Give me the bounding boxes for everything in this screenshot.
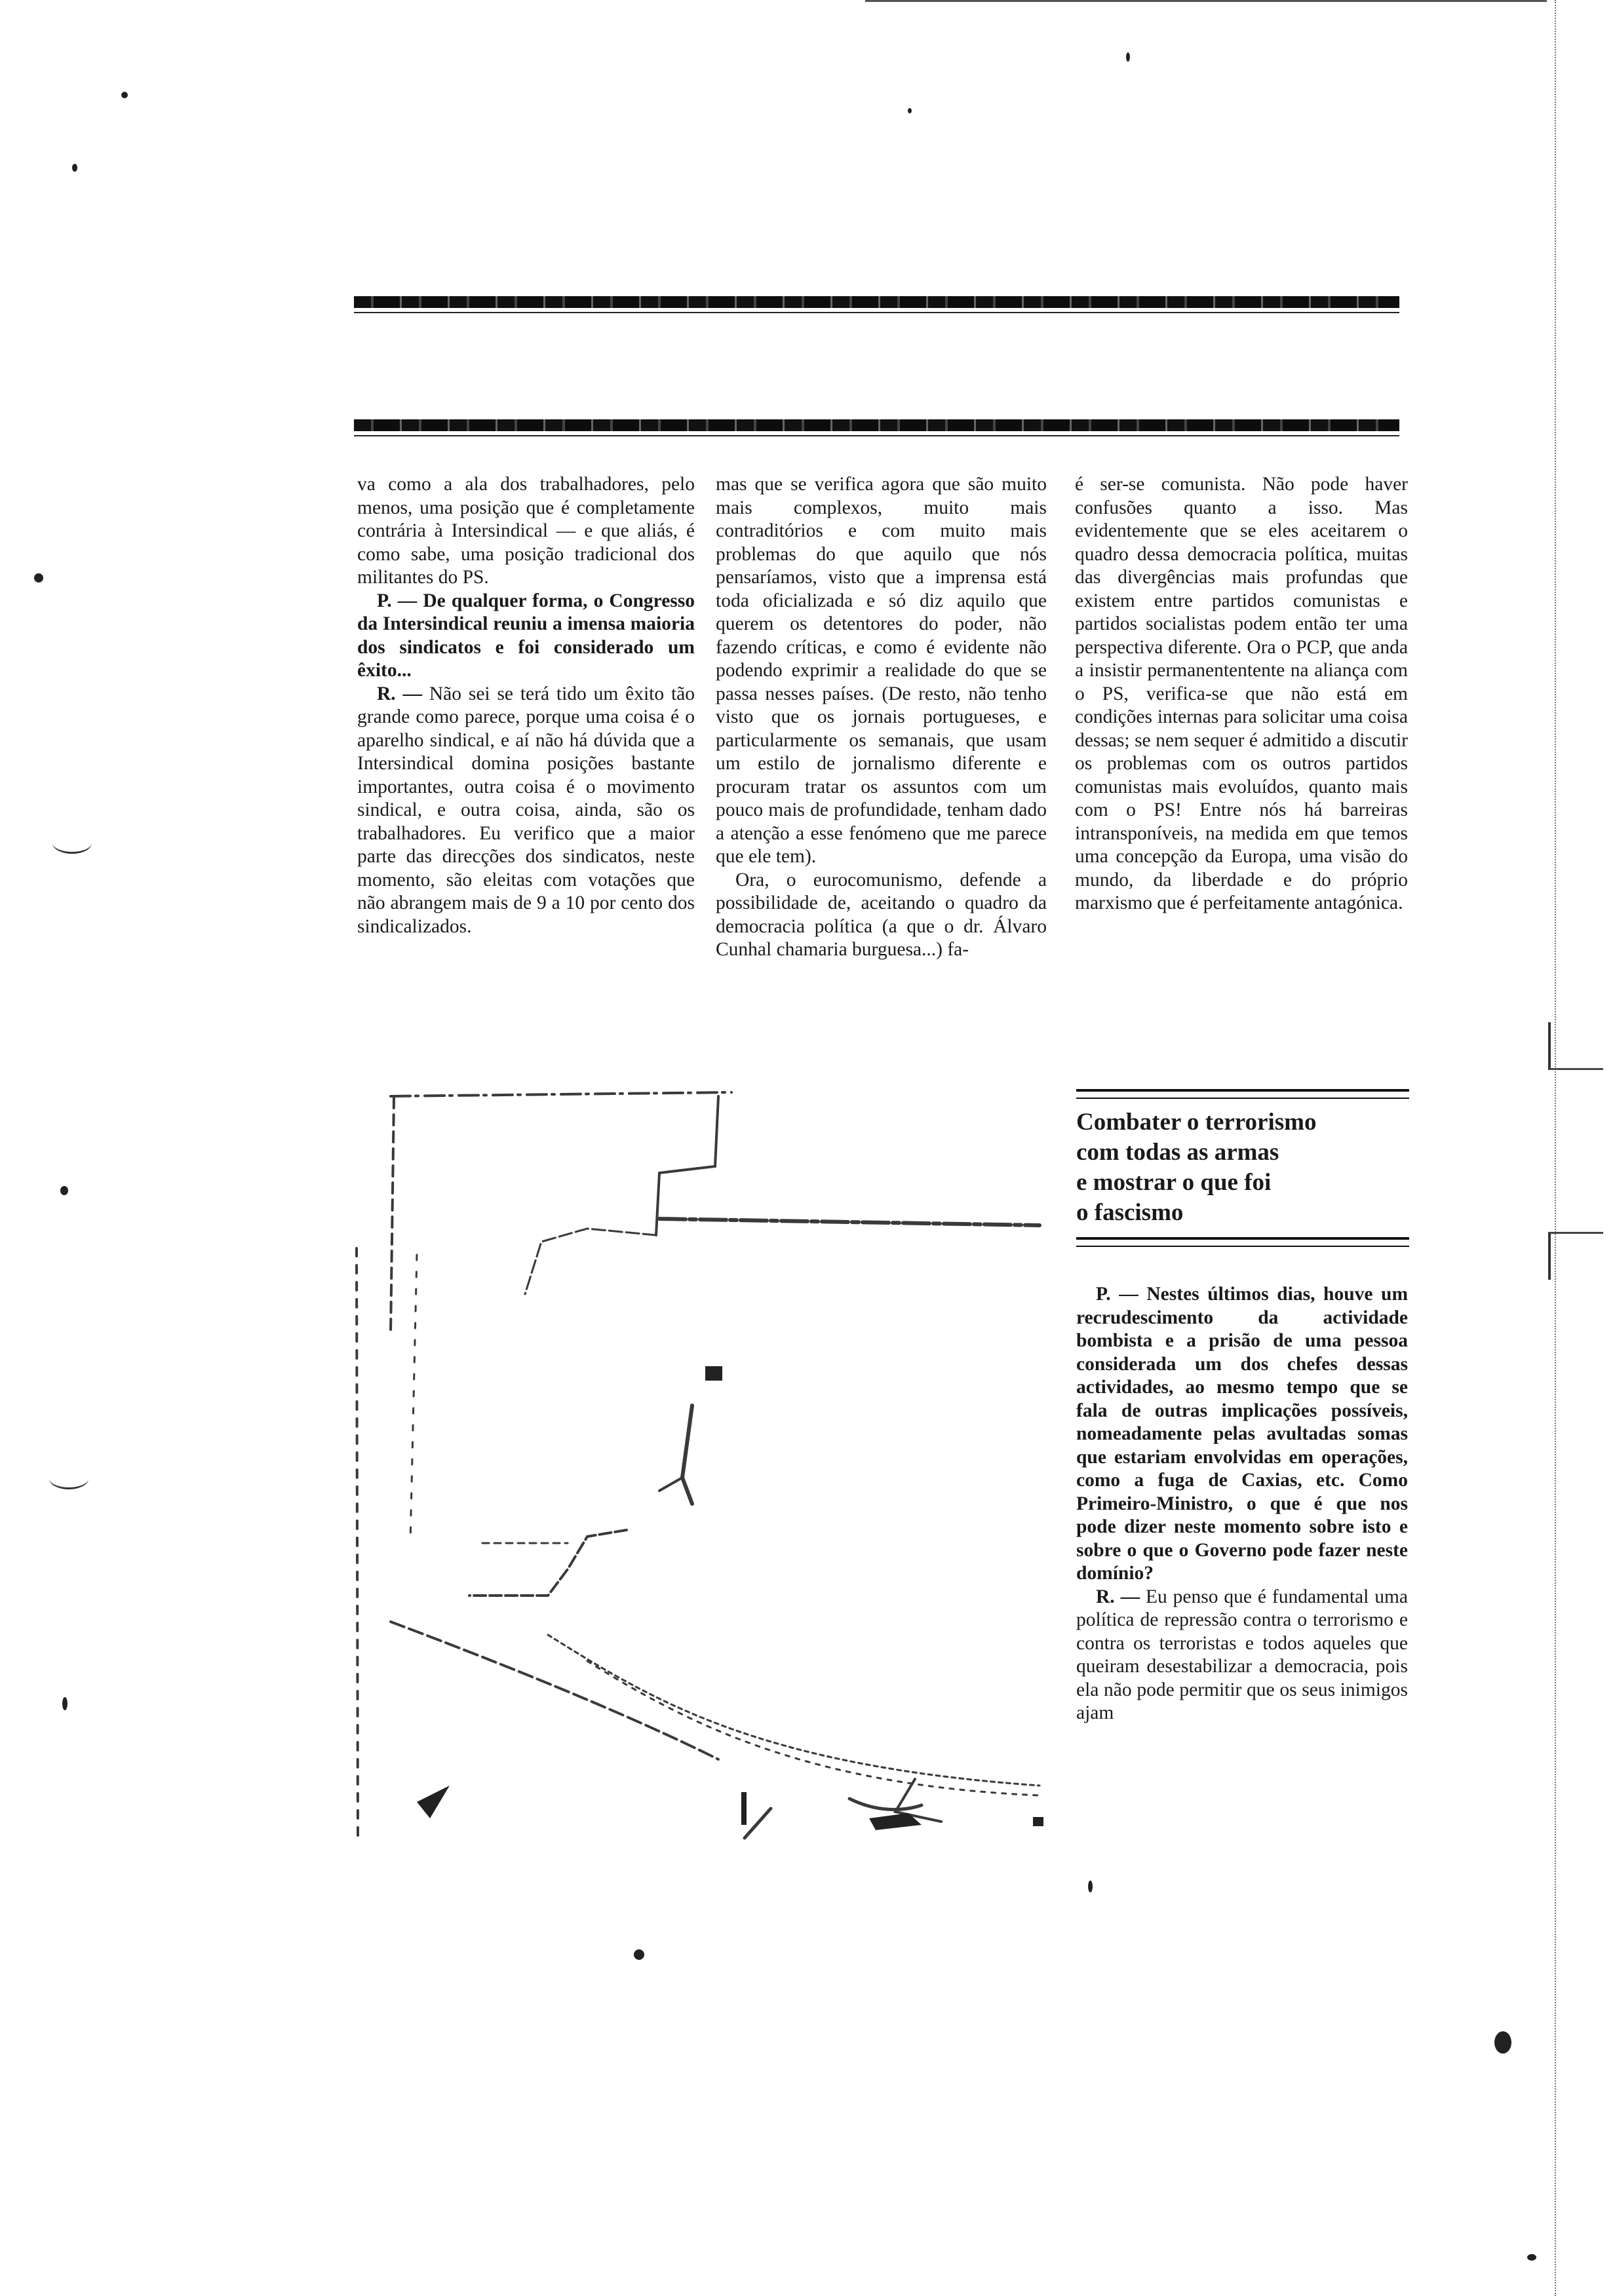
- scan-speck: [1088, 1881, 1093, 1892]
- headline-line: Combater o terrorismo: [1076, 1109, 1317, 1136]
- faded-photograph: [351, 1084, 1046, 1841]
- answer-text: Eu penso que é fundamental uma política de repressão contra o terrorismo e contra os terroristas e todos aqueles que queiram desestabilizar a democracia, pois ela não pode permitir que os seus inimigos ajam: [1076, 1586, 1409, 1723]
- question-text: De qualquer forma, o Congresso da Intersindical reuniu a imensa maioria dos sindicatos e foi considerado um êxito...: [357, 590, 695, 681]
- question-paragraph: [1076, 1283, 1408, 1586]
- header-band-bottom: [354, 419, 1399, 431]
- scan-margin-mark: [1548, 1232, 1603, 1280]
- photo-dark-patch: [741, 1792, 747, 1825]
- paragraph: va como a ala dos trabalhadores, pelo menos, uma posição que é completamente contrária à Intersindical — e que aliás, é como sabe, uma posição tradicional dos militantes do PS.: [357, 474, 695, 588]
- scan-speck: [1527, 2254, 1536, 2261]
- answer-label: R. —: [1096, 1586, 1140, 1607]
- question-paragraph: [357, 590, 695, 683]
- scan-speck: [34, 573, 43, 583]
- article-column-3-continued: [1076, 1283, 1408, 1725]
- scan-speck: [60, 1186, 68, 1195]
- headline-line: com todas as armas: [1076, 1139, 1279, 1166]
- scan-margin-mark: [1548, 1022, 1603, 1070]
- question-text: Nestes últimos dias, houve um recrudescimento da actividade bombista e a prisão de uma pessoa considerada um dos chefes dessas actividades, ao mesmo tempo que se fala de outras implicações possíveis, nomeadamente pelas avultadas somas que estariam envolvidas em operações, como a fuga de Caxias, etc. Como Primeiro-Ministro, o que é que nos pode dizer neste momento sobre isto e sobre o que o Governo pode fazer neste domínio?: [1076, 1284, 1409, 1584]
- header-band-line: [354, 435, 1399, 436]
- paragraph: mas que se verifica agora que são muito mais complexos, muito mais contraditórios e com muito mais problemas do que aquilo que nós pensaríamos, visto que a imprensa está toda oficializada e só diz aquilo que querem os detentores do poder, não fazendo críticas, e como é evidente não podendo exprimir a realidade do que se passa nesses países. (De resto, não tenho visto que os jornais portugueses, e particularmente os semanais, que usam um estilo de jornalismo diferente e procuram tratar os assuntos com um pouco mais de profundidade, tenham dado a atenção a esse fenómeno que me parece que ele tem).: [716, 474, 1047, 867]
- headline-line: o fascismo: [1076, 1199, 1184, 1226]
- answer-text: Não sei se terá tido um êxito tão grande como parece, porque uma coisa é o aparelho sindical, e aí não há dúvida que a Intersindical domina posições bastante importantes, outra coisa é o movimento sindical, e outra coisa, ainda, são os trabalhadores. Eu verifico que a maior parte das direcções dos sindicatos, neste momento, são eleitas com votações que não abrangem mais de 9 a 10 por cento dos sindicalizados.: [357, 683, 695, 937]
- scan-right-edge: [1555, 0, 1557, 2296]
- scan-speck: [62, 1697, 68, 1710]
- scan-top-rule: [865, 0, 1547, 2]
- section-headline: [1076, 1107, 1409, 1228]
- scan-curve: [49, 1468, 88, 1489]
- answer-paragraph: [357, 683, 695, 939]
- article-column-1: [357, 473, 695, 938]
- answer-paragraph: [1076, 1586, 1408, 1725]
- article-column-3: [1075, 473, 1408, 915]
- scan-speck: [72, 164, 77, 172]
- headline-rule-bottom: [1076, 1237, 1409, 1247]
- headline-rule-top: [1076, 1089, 1409, 1099]
- scan-speck: [908, 108, 912, 113]
- scan-speck: [1494, 2031, 1511, 2054]
- answer-label: R. —: [377, 683, 423, 704]
- photo-dark-patch: [417, 1786, 450, 1818]
- header-band-top: [354, 296, 1399, 308]
- scan-speck: [121, 92, 128, 98]
- scan-speck: [1126, 52, 1130, 62]
- header-band-line: [354, 312, 1399, 313]
- scan-curve: [52, 832, 92, 854]
- question-label: P. —: [1096, 1284, 1138, 1305]
- photo-dark-patch: [1033, 1817, 1043, 1826]
- photo-dark-patch: [705, 1366, 722, 1381]
- headline-line: e mostrar o que foi: [1076, 1169, 1272, 1196]
- paragraph: Ora, o eurocomunismo, defende a possibilidade de, aceitando o quadro da democracia política (a que o dr. Álvaro Cunhal chamaria burguesa...) fa-: [716, 869, 1047, 960]
- question-label: P. —: [377, 590, 418, 611]
- photograph-sketch: [351, 1084, 1046, 1841]
- paragraph: é ser-se comunista. Não pode haver confusões quanto a isso. Mas evidentemente que se eles aceitarem o quadro dessa democracia política, muitas das divergências mais profundas que existem entre partidos comunistas e partidos socialistas podem então ter uma perspectiva diferente. Ora o PCP, que anda a insistir permanententente na aliança com o PS, verifica-se que não está em condições internas para solicitar uma coisa dessas; se nem sequer é admitido a discutir os problemas com os outros partidos comunistas mais evoluídos, quanto mais com o PS! Entre nós há barreiras intransponíveis, na medida em que temos uma concepção da Europa, uma visão do mundo, da liberdade e do próprio marxismo que é perfeitamente antagónica.: [1075, 474, 1408, 913]
- scan-speck: [634, 1949, 644, 1960]
- article-column-2: [716, 473, 1047, 962]
